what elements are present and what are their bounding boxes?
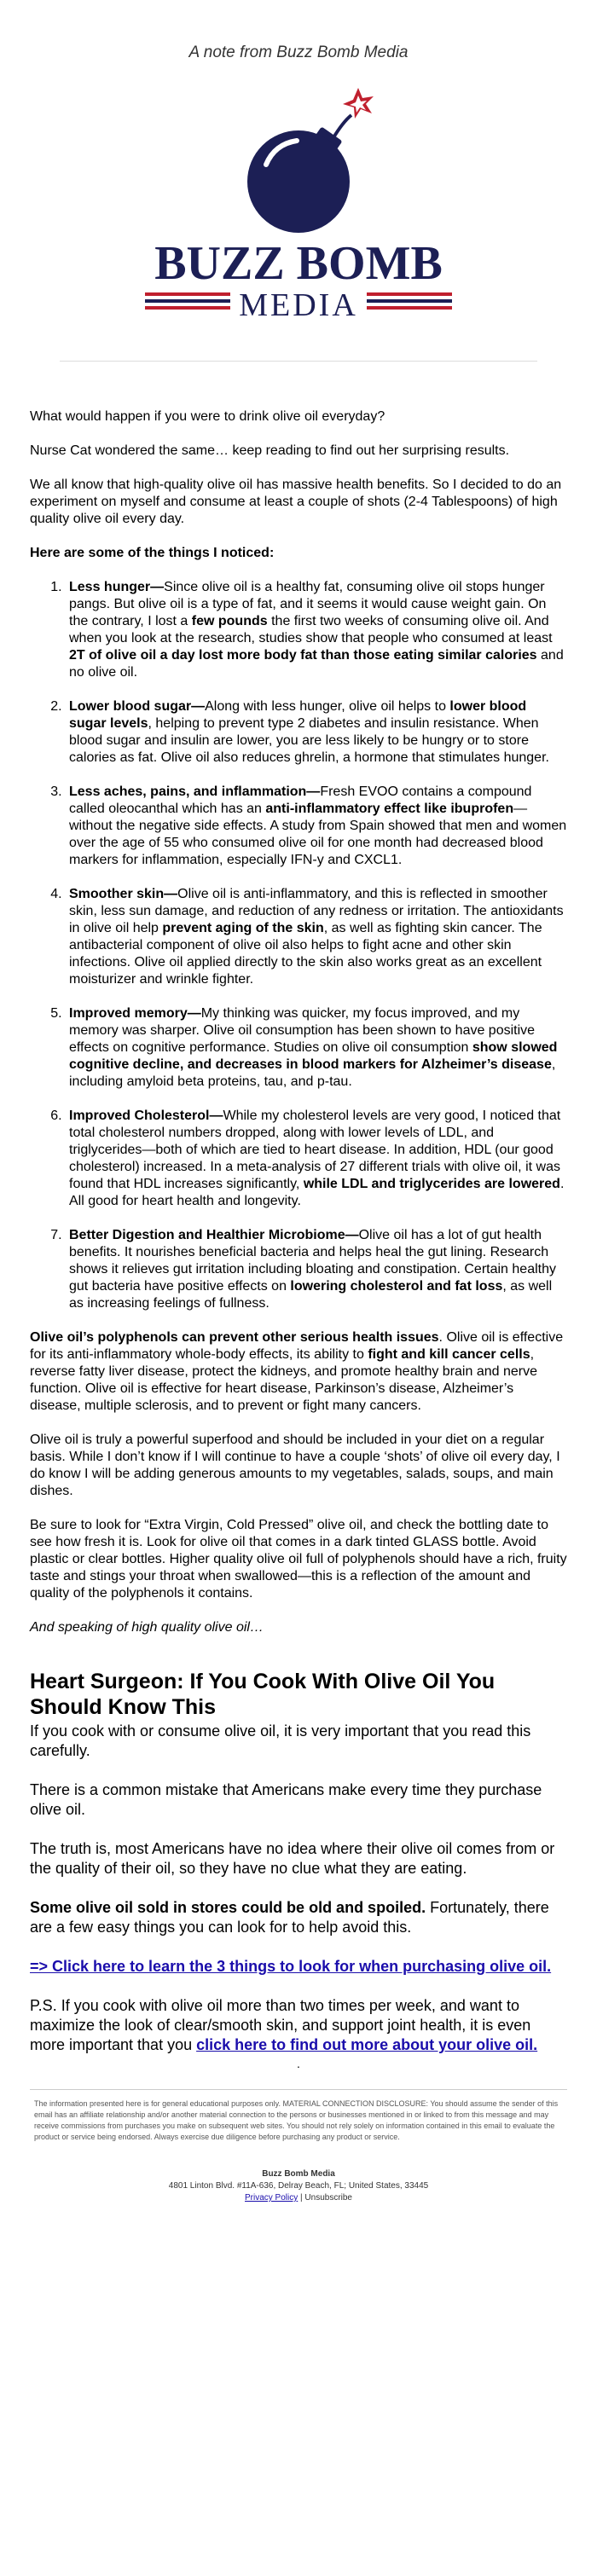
advert-p3: The truth is, most Americans have no idea where their olive oil comes from or the quality of their oil, so they have no clue what they are eating. (30, 1840, 555, 1877)
list-item: 5. Improved memory—My thinking was quicker, my focus improved, and my memory was sharper. Olive oil consumption has been shown to have positive effects on cognitive performance. Studies on olive oil consumption show slowed cognitive decline, and decreases in blood markers for Alzheimer’s disease, including amyloid beta proteins, tau, and p-tau. (66, 1005, 567, 1091)
intro-experiment: We all know that high-quality olive oil has massive health benefits. So I decided to do an experiment on myself and consume at least a couple of shots (2-4 Tablespoons) of high quality olive oil every day. (30, 478, 562, 526)
footer-address: 4801 Linton Blvd. #11A-636, Delray Beach, FL; United States, 33445 (168, 2181, 429, 2191)
list-item: 2. Lower blood sugar—Along with less hunger, olive oil helps to lower blood sugar levels, helping to prevent type 2 diabetes and insulin resistance. When blood sugar and insulin are lower, you are less likely to be hungry or to store calories as fat. Olive oil also reduces ghrelin, a hormone that stimulates hunger. (66, 698, 567, 767)
polyphenols-paragraph: Olive oil’s polyphenols can prevent other serious health issues. Olive oil is effective for its anti-inflammatory whole-body effects, its ability to fight and kill cancer cells, reverse fatty liver disease, protect the kidneys, and promote healthy brain and nerve function. Olive oil is effective for heart disease, Parkinson’s disease, Alzheimer’s disease, multiple sclerosis, and to prevent or fight many cancers. (30, 1330, 564, 1413)
list-item: 3. Less aches, pains, and inflammation—Fresh EVOO contains a compound called oleocanthal which has an anti-inflammatory effect like ibuprofen—without the negative side effects. A study from Spain showed that men and women over the age of 55 who consumed olive oil for one month had decreased blood markers for inflammation, especially IFN-y and CXCL1. (66, 784, 567, 869)
footer-address-block (30, 2168, 567, 2204)
spark-icon (343, 88, 374, 119)
cta-link-three-things[interactable]: => Click here to learn the 3 things to look for when purchasing olive oil. (30, 1958, 552, 1975)
bomb-icon (247, 130, 350, 233)
buzz-bomb-logo (26, 81, 571, 337)
intro-question: What would happen if you were to drink olive oil everyday? (30, 409, 385, 424)
footer-disclaimer: The information presented here is for general educational purposes only. MATERIAL CONNECTION DISCLOSURE: You should assume the sender of this email has an affiliate relationship and/or another material connection to the persons or businesses mentioned in or linked to from this message and may receive commissions from purchases you make on subsequent web sites. You should not rely solely on information contained in this email to evaluate the product or service being endorsed. Always exercise due diligence before purchasing any product or service. (30, 2089, 567, 2143)
benefits-list (30, 579, 567, 1312)
list-item: 1. Less hunger—Since olive oil is a healthy fat, consuming olive oil stops hunger pangs. But olive oil is a type of fat, and it seems it would cause weight gain. On the contrary, I lost a few pounds the first two weeks of consuming olive oil. And when you look at the research, studies show that people who consumed at least 2T of olive oil a day lost more body fat than those eating similar calories and no olive oil. (66, 579, 567, 681)
article (26, 408, 571, 2204)
advert-p4: Some olive oil sold in stores could be old and spoiled. Fortunately, there are a few easy things you can look for to help avoid this. (30, 1899, 549, 1936)
email-body (26, 0, 571, 2204)
list-item: 7. Better Digestion and Healthier Microbiome—Olive oil has a lot of gut health benefits. It nourishes beneficial bacteria and helps heal the gut lining. Research shows it relieves gut irritation including bloating and constipation. Certain healthy gut bacteria have positive effects on lowering cholesterol and fat loss, as well as increasing feelings of fullness. (66, 1227, 567, 1312)
list-heading: Here are some of the things I noticed: (30, 546, 275, 560)
list-item: 6. Improved Cholesterol—While my cholesterol levels are very good, I noticed that total cholesterol numbers dropped, along with lower levels of LDL, and triglycerides—both of which are tied to heart disease. In addition, HDL (our good cholesterol) increased. In a meta-analysis of 27 different trials with olive oil, it was found that HDL increases significantly, while LDL and triglycerides are lowered. All good for heart health and longevity. (66, 1108, 567, 1210)
spacer-dot: . (297, 2057, 300, 2070)
logo-line1: BUZZ BOMB (154, 237, 443, 290)
cta-link-find-out-more[interactable]: click here to find out more about your olive oil. (196, 2036, 538, 2053)
logo-line2: MEDIA (239, 287, 358, 323)
header-note: A note from Buzz Bomb Media (188, 43, 409, 61)
footer-separator: | (298, 2193, 305, 2203)
intro-nurse: Nurse Cat wondered the same… keep reading to find out her surprising results. (30, 443, 510, 458)
header-divider (60, 361, 537, 362)
privacy-policy-link[interactable]: Privacy Policy (245, 2193, 298, 2203)
list-item: 4. Smoother skin—Olive oil is anti-inflammatory, and this is reflected in smoother skin, less sun damage, and reduction of any redness or irritation. The antioxidants in olive oil help prevent aging of the skin, as well as fighting skin cancer. The antibacterial component of olive oil also helps to fight acne and other skin infections. Olive oil applied directly to the skin also works great as an excellent moisturizer and wrinkle fighter. (66, 886, 567, 988)
advert-headline: Heart Surgeon: If You Cook With Olive Oil You Should Know This (30, 1670, 496, 1719)
advert-p1: If you cook with or consume olive oil, it is very important that you read this carefully. (30, 1722, 531, 1759)
advert-p2: There is a common mistake that Americans make every time they purchase olive oil. (30, 1781, 542, 1818)
speaking-paragraph: And speaking of high quality olive oil… (30, 1620, 264, 1635)
unsubscribe-link[interactable]: Unsubscribe (304, 2193, 352, 2203)
bomb-logo-graphic (119, 81, 478, 337)
advert-body (30, 1722, 567, 2055)
lookfor-paragraph: Be sure to look for “Extra Virgin, Cold Pressed” olive oil, and check the bottling date to see how fresh it is. Look for olive oil that comes in a dark tinted GLASS bottle. Avoid plastic or clear bottles. Higher quality olive oil full of polyphenols should have a rich, fruity taste and stings your throat when swallowed—this is a reflection of the amount and quality of the polyphenols it contains. (30, 1518, 567, 1601)
footer-company: Buzz Bomb Media (262, 2169, 335, 2179)
advert-ps: P.S. If you cook with olive oil more than two times per week, and want to maximize the look of clear/smooth skin, and support joint health, it is even more important that you click here to find out more about your olive oil. (30, 1997, 538, 2053)
superfood-paragraph: Olive oil is truly a powerful superfood and should be included in your diet on a regular basis. While I don’t know if I will continue to have a couple ‘shots’ of olive oil every day, I do know I will be adding generous amounts to my vegetables, salads, soups, and main dishes. (30, 1433, 560, 1498)
